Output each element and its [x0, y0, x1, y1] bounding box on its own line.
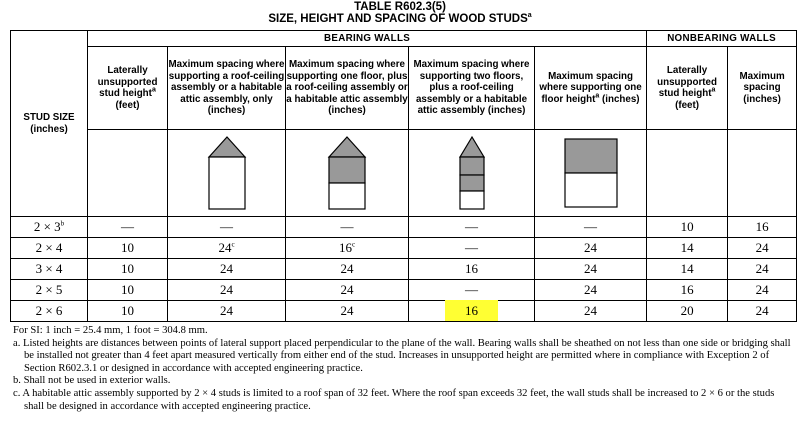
- si-conversion-note: For SI: 1 inch = 25.4 mm, 1 foot = 304.8 mm.: [13, 325, 208, 336]
- cell-value: 24: [584, 240, 598, 255]
- cell-value: 24: [755, 261, 769, 276]
- pictogram-cell-2: [286, 130, 409, 217]
- stud-size-cell: [11, 301, 88, 322]
- cell-value: 24: [584, 303, 598, 318]
- value-cell: [409, 301, 535, 322]
- header-text: Maximum spacing where supporting one floor height: [539, 70, 642, 105]
- value-cell: [728, 238, 797, 259]
- stud-size-cell: [11, 280, 88, 301]
- cell-value: 16: [455, 300, 488, 321]
- value-wrap: [341, 261, 354, 276]
- value-wrap: [218, 240, 234, 255]
- footnotes: [13, 325, 795, 413]
- value-cell: [88, 217, 168, 238]
- value-cell: [286, 217, 409, 238]
- highlighted-value: [445, 300, 498, 321]
- header-text: Laterally unsupported stud height: [657, 65, 717, 99]
- pictogram-cell-3: [409, 130, 535, 217]
- value-cell: [409, 217, 535, 238]
- value-wrap: [121, 219, 134, 234]
- header-footnote-ref: a: [151, 86, 156, 94]
- value-wrap: [465, 219, 478, 234]
- cell-value: —: [220, 219, 233, 234]
- title-footnote-ref: a: [527, 12, 532, 20]
- cell-value: 14: [680, 240, 694, 255]
- cell-footnote-ref: c: [231, 240, 235, 249]
- value-cell: [535, 259, 647, 280]
- value-cell: [168, 217, 286, 238]
- cell-footnote-ref: c: [351, 240, 356, 249]
- cell-value: 24: [220, 303, 233, 318]
- cell-value: 24: [218, 240, 232, 255]
- cell-value: 10: [680, 219, 694, 234]
- cell-value: 10: [121, 303, 134, 318]
- cell-value: 24: [755, 303, 769, 318]
- value-wrap: [121, 261, 134, 276]
- value-wrap: [220, 282, 233, 297]
- cell-value: 24: [584, 261, 598, 276]
- value-cell: [647, 280, 728, 301]
- header-text: Laterally unsupported stud height: [97, 65, 158, 99]
- value-cell: [728, 217, 797, 238]
- cell-value: 16: [338, 240, 352, 255]
- value-cell: [647, 238, 728, 259]
- header-footnote-ref: a: [595, 92, 600, 100]
- value-cell: [728, 280, 797, 301]
- header-unit: (feet): [115, 99, 140, 111]
- header-footnote-ref: a: [711, 86, 716, 94]
- table-title: [0, 13, 800, 25]
- stud-size: 2 × 6: [35, 303, 63, 318]
- table-row: [11, 259, 797, 280]
- table-row: [11, 301, 797, 322]
- table-title-text: SIZE, HEIGHT AND SPACING OF WOOD STUDS: [268, 13, 528, 25]
- bearing-col-header-4: [409, 47, 535, 130]
- cell-value: 24: [220, 282, 233, 297]
- bearing-col-header-5: [535, 47, 647, 130]
- house-roof-only-icon: [207, 135, 247, 211]
- header-text: Maximum spacing where supporting one floor, plus a roof-ceiling assembly or a habitable attic assembly (inches): [286, 59, 408, 117]
- cell-value: 16: [465, 261, 478, 276]
- value-wrap: [681, 219, 694, 234]
- value-cell: [168, 301, 286, 322]
- stud-size: 3 × 4: [35, 261, 63, 276]
- bearing-col-header-2: [168, 47, 286, 130]
- cell-value: 24: [340, 303, 354, 318]
- nonbearing-walls-header: NONBEARING WALLS: [647, 31, 797, 47]
- value-cell: [409, 280, 535, 301]
- table-row: [11, 217, 797, 238]
- value-wrap: [756, 303, 769, 318]
- header-text: Maximum spacing where supporting two floors, plus a roof-ceiling assembly or a habitable attic assembly (inches): [413, 59, 530, 117]
- value-wrap: [341, 282, 354, 297]
- value-cell: [535, 217, 647, 238]
- value-cell: [168, 259, 286, 280]
- nonbearing-col-header-2: [728, 47, 797, 130]
- table-row: [11, 238, 797, 259]
- bearing-col-header-3: [286, 47, 409, 130]
- cell-value: 14: [680, 261, 694, 276]
- value-cell: [728, 259, 797, 280]
- bearing-col-header-1: [88, 47, 168, 130]
- value-wrap: [341, 303, 354, 318]
- cell-value: —: [584, 219, 598, 234]
- value-cell: [647, 259, 728, 280]
- value-cell: [647, 217, 728, 238]
- stud-size-cell: [11, 217, 88, 238]
- header-text: Maximum spacing (inches): [739, 70, 785, 105]
- cell-value: 10: [121, 261, 134, 276]
- value-wrap: [584, 282, 597, 297]
- header-text: Maximum spacing where supporting a roof-ceiling assembly or a habitable attic assembly, only (inches): [168, 59, 285, 117]
- cell-value: —: [121, 219, 134, 234]
- footnote-b: b. Shall not be used in exterior walls.: [13, 375, 171, 387]
- header-unit: (inches): [599, 93, 640, 105]
- cell-value: 24: [584, 282, 598, 297]
- cell-value: —: [340, 219, 354, 234]
- cell-value: 16: [680, 282, 694, 297]
- value-cell: [728, 301, 797, 322]
- stud-size-cell: [11, 238, 88, 259]
- value-wrap: [681, 240, 694, 255]
- value-wrap: [756, 282, 769, 297]
- pictogram-cell-1: [168, 130, 286, 217]
- stud-size: 2 × 5: [35, 282, 63, 297]
- value-cell: [409, 259, 535, 280]
- value-cell: [88, 280, 168, 301]
- value-wrap: [584, 303, 597, 318]
- value-wrap: [584, 240, 597, 255]
- value-wrap: [465, 282, 478, 297]
- value-cell: [409, 238, 535, 259]
- footnote-a: a. Listed heights are distances between points of lateral support placed perpendicular to the plane of the wall. Bearing walls shall be sheathed on not less than one side or bridging shall be installed not greater than 4 feet apart measured vertically from either end of the stud. Increases in unsupported height are permitted where in compliance with Exception 2 of Section R602.3.1 or designed in accordance with accepted engineering practice.: [13, 337, 791, 374]
- stud-size: 2 × 3: [33, 219, 61, 234]
- value-wrap: [220, 261, 233, 276]
- value-wrap: [681, 282, 694, 297]
- value-wrap: [756, 219, 769, 234]
- pictogram-blank: [647, 130, 728, 217]
- value-cell: [168, 238, 286, 259]
- pictogram-cell-4: [535, 130, 647, 217]
- cell-value: 24: [340, 261, 354, 276]
- value-wrap: [121, 282, 134, 297]
- value-cell: [647, 301, 728, 322]
- pictogram-blank: [88, 130, 168, 217]
- value-wrap: [584, 219, 597, 234]
- value-wrap: [121, 240, 134, 255]
- value-wrap: [220, 219, 233, 234]
- house-two-floors-roof-icon: [452, 135, 492, 211]
- value-wrap: [465, 240, 478, 255]
- cell-value: 24: [220, 261, 233, 276]
- value-cell: [535, 301, 647, 322]
- cell-value: 24: [755, 240, 769, 255]
- cell-value: —: [465, 240, 478, 255]
- value-wrap: [339, 240, 355, 255]
- value-cell: [286, 259, 409, 280]
- value-cell: [286, 301, 409, 322]
- value-wrap: [465, 261, 478, 276]
- floor-only-icon: [563, 135, 619, 211]
- house-one-floor-roof-icon: [327, 135, 367, 211]
- value-wrap: [681, 303, 694, 318]
- stud-table: [10, 30, 797, 322]
- bearing-walls-header: BEARING WALLS: [88, 31, 647, 47]
- value-cell: [88, 301, 168, 322]
- cell-value: 24: [755, 282, 769, 297]
- value-wrap: [681, 261, 694, 276]
- value-cell: [88, 238, 168, 259]
- value-cell: [286, 280, 409, 301]
- footnote-c: c. A habitable attic assembly supported by 2 × 4 studs is limited to a roof span of 32 feet. Where the roof span exceeds 32 feet, the wall studs shall be increased to 2 × 6 or the studs shall be designed in accordance with accepted engineering practice.: [13, 387, 775, 412]
- nonbearing-col-header-1: [647, 47, 728, 130]
- value-cell: [88, 259, 168, 280]
- size-footnote-ref: b: [60, 219, 65, 228]
- cell-value: —: [465, 219, 478, 234]
- pictogram-blank: [728, 130, 797, 217]
- value-cell: [535, 238, 647, 259]
- value-cell: [535, 280, 647, 301]
- value-cell: [168, 280, 286, 301]
- value-cell: [286, 238, 409, 259]
- table-row: [11, 280, 797, 301]
- table-number: TABLE R602.3(5): [354, 1, 446, 13]
- value-wrap: [756, 261, 769, 276]
- stud-size: 2 × 4: [35, 240, 63, 255]
- stud-size-header: STUD SIZE (inches): [11, 31, 88, 217]
- cell-value: 20: [680, 303, 694, 318]
- value-wrap: [121, 303, 134, 318]
- cell-value: 16: [755, 219, 769, 234]
- cell-value: 10: [121, 282, 134, 297]
- cell-value: —: [465, 282, 478, 297]
- value-wrap: [584, 261, 597, 276]
- stud-size-cell: [11, 259, 88, 280]
- cell-value: 10: [121, 240, 134, 255]
- cell-value: 24: [340, 282, 354, 297]
- value-wrap: [341, 219, 354, 234]
- value-wrap: [756, 240, 769, 255]
- value-wrap: [220, 303, 233, 318]
- header-unit: (feet): [675, 99, 700, 111]
